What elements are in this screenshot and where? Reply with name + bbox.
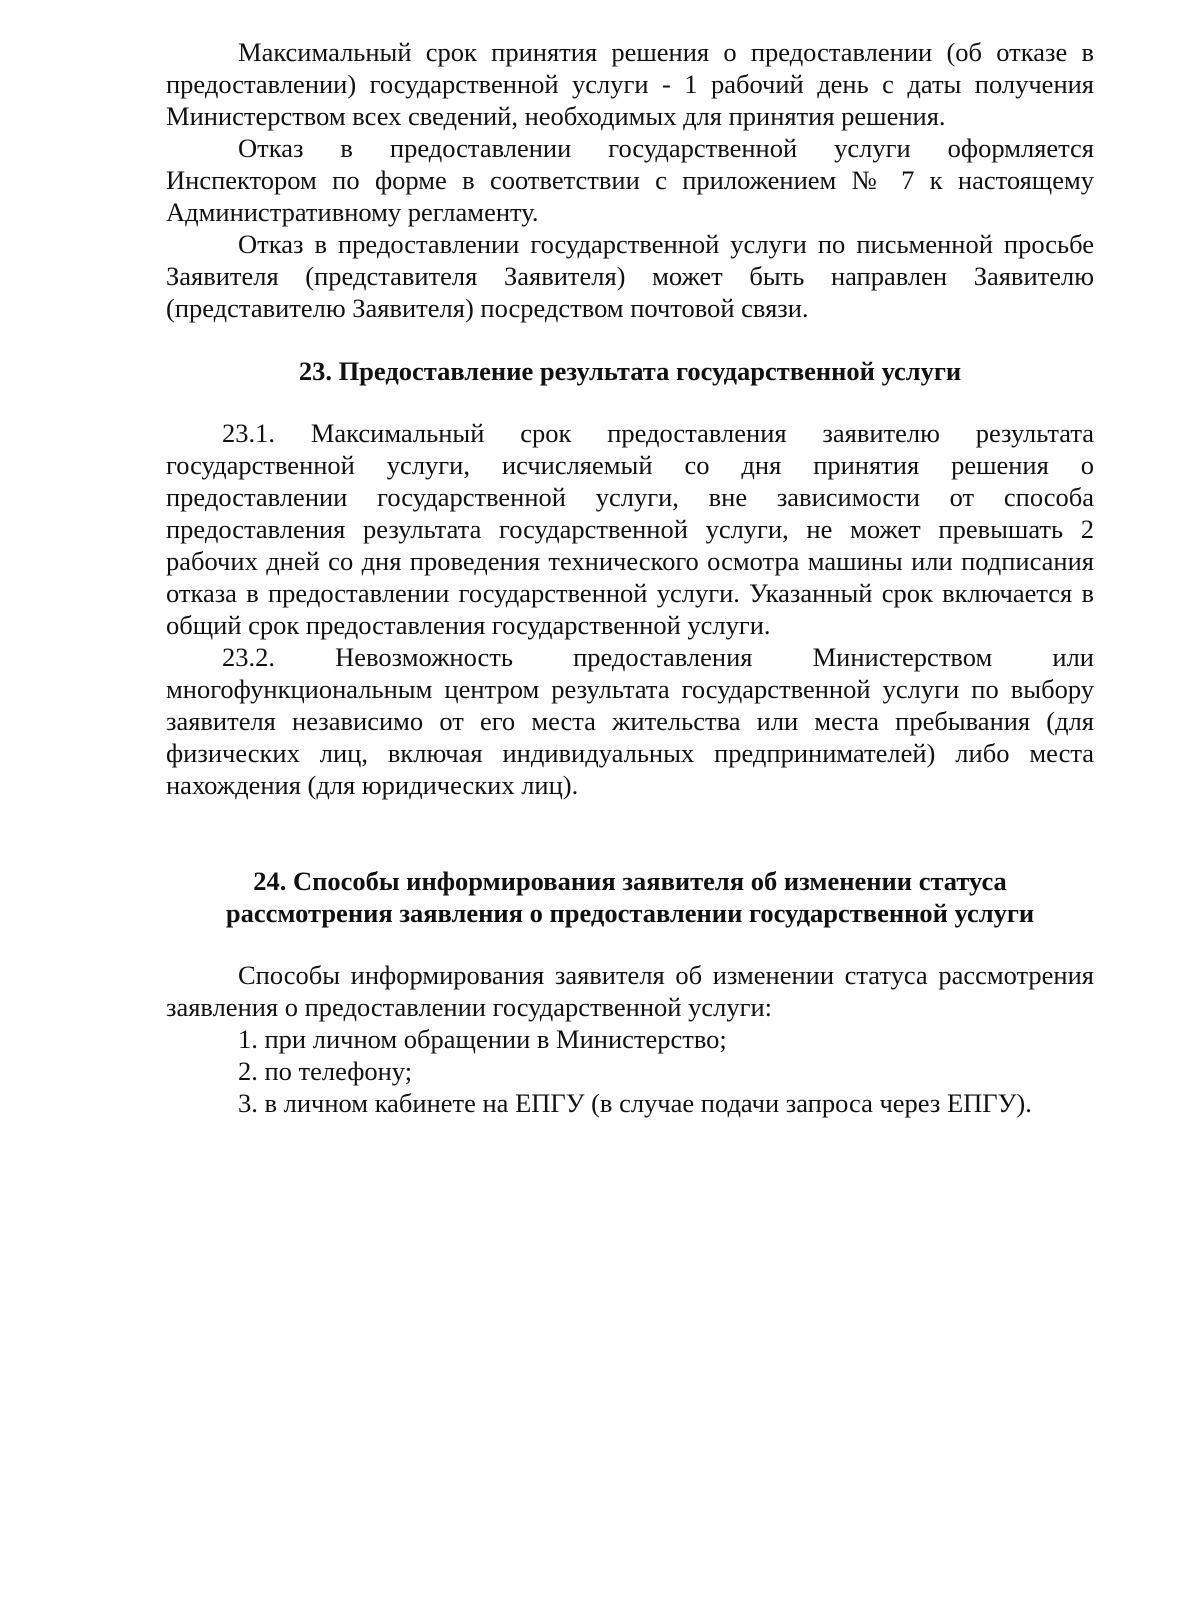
paragraph-23-1: 23.1. Максимальный срок предоставления заявителю результата государственной услуги, исчисляемый со дня принятия решения о предоставлении государственной услуги, вне зависимости от способа предоставления результата государственной услуги, не может превышать 2 рабочих дней со дня проведения технического осмотра машины или подписания отказа в предоставлении государственной услуги. Указанный срок включается в общий срок предоставления государственной услуги. [166,418,1094,640]
section-24-heading-line-1: 24. Способы информирования заявителя об изменении статуса [253,866,1007,896]
spacer [166,387,1094,417]
spacer [166,801,1094,865]
list-item: 3. в личном кабинете на ЕПГУ (в случае подачи запроса через ЕПГУ). [238,1088,1032,1118]
list-item: 1. при личном обращении в Министерство; [238,1024,727,1054]
paragraph-decision-deadline: Максимальный срок принятия решения о предоставлении (об отказе в предоставлении) государственной услуги - 1 рабочий день с даты получения Министерством всех сведений, необходимых для принятия решения. [166,37,1094,131]
paragraph-refusal-mail: Отказ в предоставлении государственной услуги по письменной просьбе Заявителя (представителя Заявителя) может быть направлен Заявителю (представителю Заявителя) посредством почтовой связи. [166,229,1094,323]
list-item: 2. по телефону; [238,1056,413,1086]
section-24-heading-line-2: рассмотрения заявления о предоставлении государственной услуги [225,898,1035,928]
paragraph-23-2: 23.2. Невозможность предоставления Министерством или многофункциональным центром результата государственной услуги по выбору заявителя независимо от его места жительства или места пребывания (для физических лиц, включая индивидуальных предпринимателей) либо места нахождения (для юридических лиц). [166,642,1094,800]
info-methods-list [166,1023,1094,1119]
paragraph-refusal-form: Отказ в предоставлении государственной услуги оформляется Инспектором по форме в соответствии с приложением № 7 к настоящему Административному регламенту. [166,133,1094,227]
section-24-heading [166,865,1094,929]
paragraph-24-intro: Способы информирования заявителя об изменении статуса рассмотрения заявления о предоставлении государственной услуги: [166,960,1094,1022]
section-23-heading: 23. Предоставление результата государственной услуги [298,356,962,386]
spacer [166,929,1094,959]
page-content [166,36,1094,1119]
spacer [166,324,1094,355]
